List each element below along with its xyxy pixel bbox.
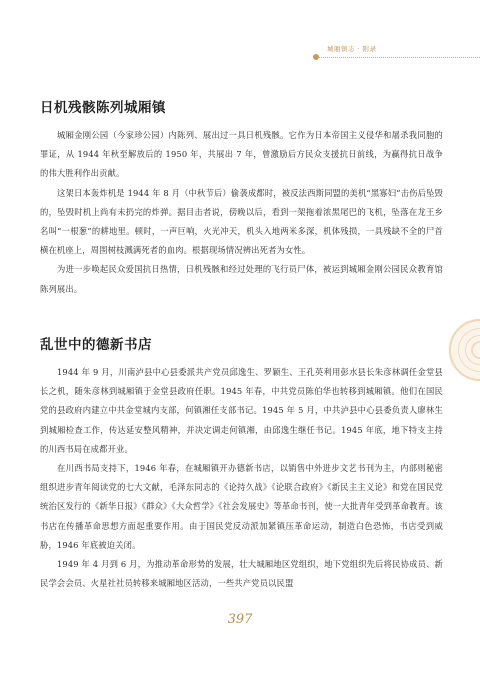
section-title: 乱世中的德新书店	[40, 337, 152, 353]
paragraph: 在川西书局支持下，1946 年春，在城厢镇开办德新书店，以销售中外进步文艺书刊为主，内部则秘密组织进步青年阅读党的七大文献，毛泽东同志的《论持久战》《论联合政府》《新民主主义论》和党在国民党统治区发行的《新华日报》《群众》《大众哲学》《社会发展史》等革命书刊，使一大批青年受到革命教育。该书店在传播革命思想方面起重要作用。由于国民党反动派加紧镇压革命运动，制造白色恐怖，书店受到威胁，1946 年底被迫关闭。	[40, 463, 443, 550]
paragraph: 这架日本轰炸机是 1944 年 8 月（中秋节后）偷袭成都时，被反法西斯同盟的美机“黑寡妇”击伤后坠毁的，坠毁时机上尚有未扔完的炸弹。据目击者说，傍晚以后，看到一架拖着浓黑尾巴的飞机，坠落在龙王乡名叫“一根葱”的耕地里。顿时，一声巨响，火光冲天，机头入地两米多深，机体残损，一具残缺不全的尸首横在机座上，周围树枝溅满死者的血肉。根据现场情况辨出死者为女性。	[40, 187, 443, 256]
paragraph: 1944 年 9 月，川南泸县中心县委派共产党员邱逸生、罗颖生、王孔英利用彭水县长朱彦林调任金堂县长之机，随朱彦林到城厢镇于金堂县政府任职。1945 年春，中共党员陈伯华也转移到城厢镇。他们在国民党的县政府内建立中共金堂城内支部，何镇湘任支部书记。1945 年 5 月，中共泸县中心县委负责人廖林生到城厢检查工作，传达延安整风精神，并决定调走何镇湘，由邱逸生继任书记。1945 年底，地下特支主持的川西书局在成都开业。	[40, 367, 443, 454]
section-japanese-plane	[40, 96, 443, 299]
paragraph: 为进一步唤起民众爱国抗日热情，日机残骸和经过处理的飞行员尸体，被运到城厢金刚公园民众教育馆陈列展出。	[40, 264, 443, 294]
section-title: 日机残骸陈列城厢镇	[40, 100, 166, 116]
paragraph: 1949 年 4 月到 6 月，为推动革命形势的发展，壮大城厢地区党组织，地下党组织先后将民协成员、新民学会会员、火星社社员转移来城厢地区活动，一些共产党员以民盟	[40, 559, 443, 589]
header-text: 城厢镇志 · 附录	[327, 45, 377, 53]
decorative-seal-ornament	[448, 318, 480, 382]
paragraph: 城厢金刚公园（今家珍公园）内陈列、展出过一具日机残骸。它作为日本帝国主义侵华和屠杀我同胞的罪证，从 1944 年秋至解放后的 1950 年，共展出 7 年，曾激励后方民众支援抗日前线，为赢得抗日战争的伟大胜利作出贡献。	[40, 130, 443, 179]
page-number: 397	[227, 612, 253, 627]
header-dotted-rule	[318, 57, 480, 58]
section-dexin-bookstore	[40, 333, 443, 593]
